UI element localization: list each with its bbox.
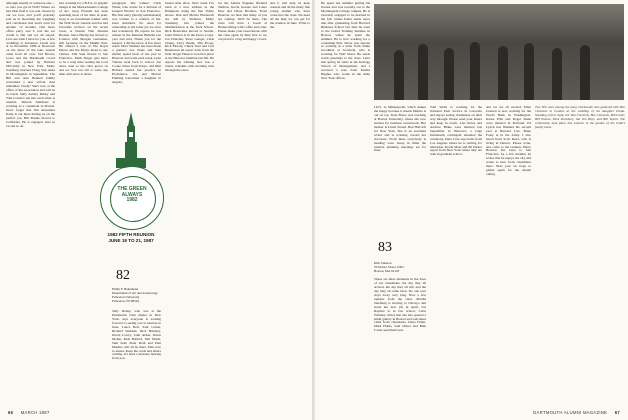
left-footer: 66 MARCH 1987 [8, 410, 50, 415]
seal-text-2: ALWAYS [121, 191, 143, 198]
column-1: although usually of someone else ... so who you got in Wall? Where we had little field it was real chosen by our we now, and you'll probably join us in mourning the weighing and conclusion that aren't even for another 12 months. One more office party and it was the ice cream is full and we all stayed. Let's see what I have for you. A few weddings to announce. Linda was at in November 1986 at Newtown on the shore of the lake. Guests came from all over. Ted Brown, Lowe and the Dartmouth crowd and was joined by Barbara McCarthy in New York. Molly Sondberg married Doug Van Aken in Morningside in September. The Bill and Ann Bennett family welcomed a new arrival. And remember Cindy? She's now at the office of the association and will be in touch. Sally Asbury Reiley and Tom Connors ran into each other at reunion. Marvin Simmons is working as a consultant in Boston. Don't forget that Jim Alexander Kelly is out there having us on the perfect job. Bill Pennie moved to California. He is engaged. And so on and so on. [6, 2, 55, 128]
right-page [315, 0, 628, 420]
column-2: I.D.S. in Minneapolis, which makes me happy because it means Martha is out on top. Kate Bruce was teaching at Boston University, where she now teaches for business coursework. Her mother is Linda Stroud. Ben Hall left for New York. She is an excellent writer and is working toward her doctorate. From there everybody is heading west. Keep in mind the reunion planning meetings set for June. [374, 106, 426, 153]
column-1: He spent last summer getting his license and was recently out to the Morningside College campus. He is currently engaged to be married in the fall. James Klein sends news that after graduating from Harvard Business School last June he went to the Grand Training Institute in Boston, where he spent the summer. He is now working for a consulting firm. Never was anyone so exciting as a letter from Jamie Goodman at Goodwin, who is working for Wall Street. He sends warm greetings to the class. Later this spring he starts at the Kellogg School of Management, and I received a note from Kristin Hughes who works in the main New York offices. [321, 2, 370, 81]
reunion-logo [90, 108, 172, 258]
class-seal [100, 166, 164, 230]
reunion-dates: JUNE 19 TO 21, 1987 [108, 237, 154, 243]
seal-text-3: 1982 [126, 197, 138, 204]
class-heading-82: 82 [116, 268, 130, 283]
class-address: Kim Johnson 70 Dexter Street, #302 Boston, MA 02118 [374, 261, 404, 273]
column-6: and it will help us keep reunion and all the many fine young alumni who have come into the class. We need all the help we can get for the reunion in June. Write to me. [270, 2, 310, 29]
column-3-lower: Sally Reiley, who was at the Dartmouth Club dinner in New York, says everyone is looking forward to seeing you at reunion in June. Lance Bell, Sam Cohen, Richard Wendell, Dick Brinsley, David Lowry, John Alden, Dawn Moller, Rich Balford, Tim Walsh, Sam Seld, Peter Roth and Paul Mueller will all be there. Plan now to attend. Keep the cards and letters coming. It's been a pleasure hearing from you. [112, 310, 161, 361]
column-4: and we are all excited. Ellen Jackson is now working for the World Bank in Washington. Karen Ellis and Roger Dunn were married in Portland. Ed Lynch has finished his second year at Harvard Law. Brian Foley is in the Army. I also heard from Scott Reed, who is living in Denver. Please write, and come to the reunion. Harry Braxton has been to San Francisco for a few months; he writes that he enjoys the city and wants to hear from classmates there. Next year we hope to gather again for the annual outing. [486, 106, 531, 177]
class-heading-83: 83 [378, 240, 392, 255]
wedding-group-photo [374, 4, 624, 100]
baker-tower-icon [116, 112, 146, 168]
column-2-lower: These are three moments in the lives of our classmates: the day they all arrived, the day they all left, and the day they all came back. No one ever stays away very long. Now a few updates from the class. Martha Sandberg is moving to Chicago and starts her new job in April. Jon Raymer is in law school. Carla Whitney writes that she has opened a small gallery in Boston and welcomes visits from classmates. Dana Fuller, Mark Hollis, Sam Oliver and Beth Carter send their best. [374, 278, 426, 333]
column-5: for the Ashton Pageant, Richard Shafran, Kevin Greene and Laura Dew and Olson Brothers. From Hanover we hear that many of you are coming. We'll be there. The class will have a booth at Homecoming with coffee and cider. Please make your reservations with the class agent by May first so we can plan for a big and happy crowd. [218, 2, 267, 41]
column-3: Tom Wells is working for the National Park Service in Colorado and enjoys seeing classmates on their way through. Please send your letters and keep in touch. Lisa Rowe and Andrew Blake were married last September in Hanover; a large Dartmouth contingent attended the ceremony. Peter Cole says hello from Los Angeles where he is writing for television. Kevin Moss and Jill Parker report from New York where they are both in graduate school. [430, 106, 482, 157]
right-footer: DARTMOUTH ALUMNI MAGAZINE 67 [533, 410, 620, 415]
seal-text-1: THE GREEN [117, 186, 147, 192]
photo-caption: Two '83s were among the many Dartmouth men gathered with Ben Clements in London at the wedding of his daughter Paula. Standing, left to right, are Tom Clements, Ben Clements, Bill Lester, Bill Easton, Dick Stockbury, Sal Jim Hoyt, and Bill Taylor. The celebration took place last summer in the garden of the bride's family home. [535, 105, 625, 129]
left-page [0, 0, 313, 420]
column-3: paragraph. The winner: Chris Witter, who works for a division of General Electric in San Francisco. His first entry (mostly untranslated) was written to a relative of his. Glen Ainsfield. No need for censorship at the letter (as we once had wondered). He reports he was winner in the Reunion Bulletin last year and said, Thank you for the support. I did the news. A few more notes: Marc Neiman has been made a partner; Les Wade and Stan Ziefler spend most of the year in Hanover and write each week. Lynn Tomasi went back to school. Jon Cooke writes from Tokyo, and Kim Hollard started her practice in Providence. Joe and Marcie Fleming welcomed a daughter in August. [112, 2, 161, 85]
reunion-title: 1982 FIFTH REUNION [107, 232, 155, 237]
secretary-address: Emily F. Bakemeier Department of Art and Archeology Princeton University Princeton, NJ 08544 [112, 287, 158, 303]
column-2: he's working for a B.F.A. in graphic design at the Massachusetts College of Art. Greg Fresnell has been spending most of his time in print. Greg is an investment banker with the Wall Street Journal and has had favorable reviews on his recent book, A Dream That Dreams Broken. Steve Herzig has moved to London with Morgan Guarantee, still focusing on the Middle East. He offered a tour of The Royal Palace and the King's Road to any visitors. Tim Saul moved to San Francisco. Mark Singer gets more to be a long time reading the local news. And so the class grows on and on. You can call or write any time with news to share. [59, 2, 108, 77]
column-4: fastest man alive. Next week I've been at a new address in the Hamptons doing the Sun Valley shows. Dan and Marcia Blackwell are still in Vermont. Molly Sondberg has joined the administration at the Tuck School. Rick Benavides moved to Seattle. Janet Wilson is in the Peace Corps. Jon Dratcher, Steve Ganger, Chris Chang, Larry Baum, Tim Pooge, Rich Moody, Chuck Saul and Carl Henderson all report back from the field. Roger Henson won first place at the Hanover triathlon last fall. He reports his training now has a winter schedule with morning runs through the snow. [165, 2, 214, 73]
